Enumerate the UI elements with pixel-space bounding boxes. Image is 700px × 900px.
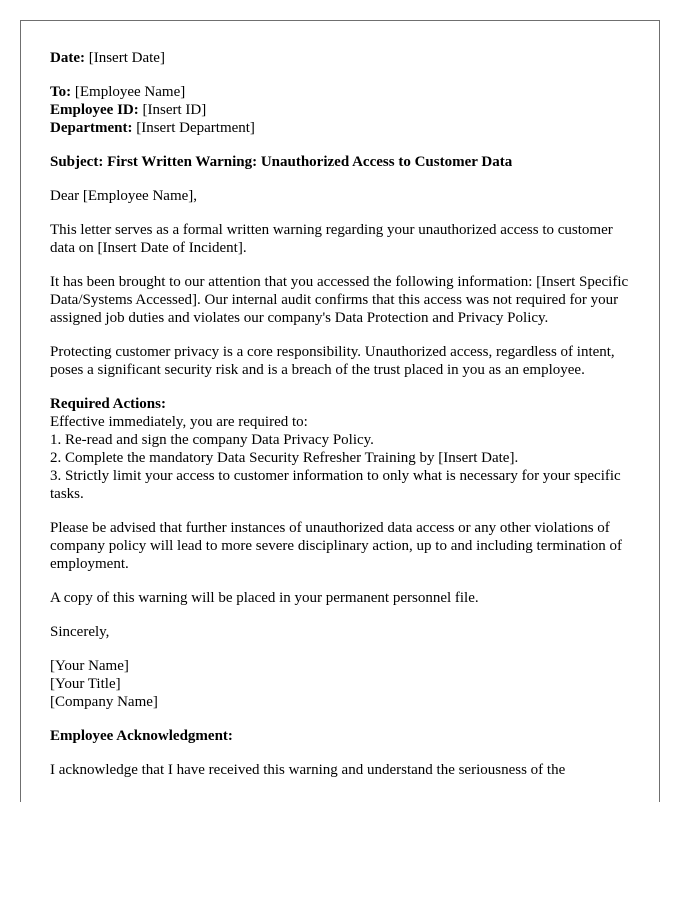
letter-content xyxy=(50,49,640,795)
acknowledgment-text: I acknowledge that I have received this warning and understand the seriousness of the xyxy=(50,762,566,778)
action-item-1: 1. Re-read and sign the company Data Privacy Policy. xyxy=(50,432,374,448)
required-actions-intro: Effective immediately, you are required to: xyxy=(50,414,308,430)
date-value: [Insert Date] xyxy=(84,50,165,66)
company-name: [Company Name] xyxy=(50,694,158,710)
sender-title: [Your Title] xyxy=(50,676,121,692)
sender-name: [Your Name] xyxy=(50,658,129,674)
signature-block xyxy=(50,657,640,711)
employee-id-value: [Insert ID] xyxy=(138,102,207,118)
letter-page xyxy=(20,20,660,802)
body-paragraph-3: Protecting customer privacy is a core responsibility. Unauthorized access, regardless of intent, poses a significant security risk and is a breach of the trust placed in you as an employee. xyxy=(50,344,615,378)
recipient-block xyxy=(50,83,640,137)
to-value: [Employee Name] xyxy=(71,84,186,100)
signoff: Sincerely, xyxy=(50,624,110,640)
action-item-3: 3. Strictly limit your access to customer information to only what is necessary for your specific tasks. xyxy=(50,468,621,502)
to-label: To: xyxy=(50,84,72,100)
date-line xyxy=(50,49,640,67)
acknowledgment-heading: Employee Acknowledgment: xyxy=(50,728,233,744)
body-paragraph-2: It has been brought to our attention that you accessed the following information: [Insert Specific Data/Systems Accessed]. Our internal audit confirms that this access was not required for your assigned job duties and violates our company's Data Protection and Privacy Policy. xyxy=(50,274,629,326)
department-value: [Insert Department] xyxy=(132,120,255,136)
body-paragraph-1: This letter serves as a formal written warning regarding your unauthorized access to customer data on [Insert Date of Incident]. xyxy=(50,222,613,256)
body-paragraph-4: Please be advised that further instances of unauthorized data access or any other violations of company policy will lead to more severe disciplinary action, up to and including termination of employment. xyxy=(50,520,622,572)
action-item-2: 2. Complete the mandatory Data Security Refresher Training by [Insert Date]. xyxy=(50,450,519,466)
required-actions xyxy=(50,395,640,503)
subject-line: Subject: First Written Warning: Unauthorized Access to Customer Data xyxy=(50,154,513,170)
employee-id-label: Employee ID: xyxy=(50,102,139,118)
required-actions-heading: Required Actions: xyxy=(50,396,166,412)
date-label: Date: xyxy=(50,50,85,66)
body-paragraph-5: A copy of this warning will be placed in your permanent personnel file. xyxy=(50,590,479,606)
department-label: Department: xyxy=(50,120,133,136)
salutation: Dear [Employee Name], xyxy=(50,188,198,204)
